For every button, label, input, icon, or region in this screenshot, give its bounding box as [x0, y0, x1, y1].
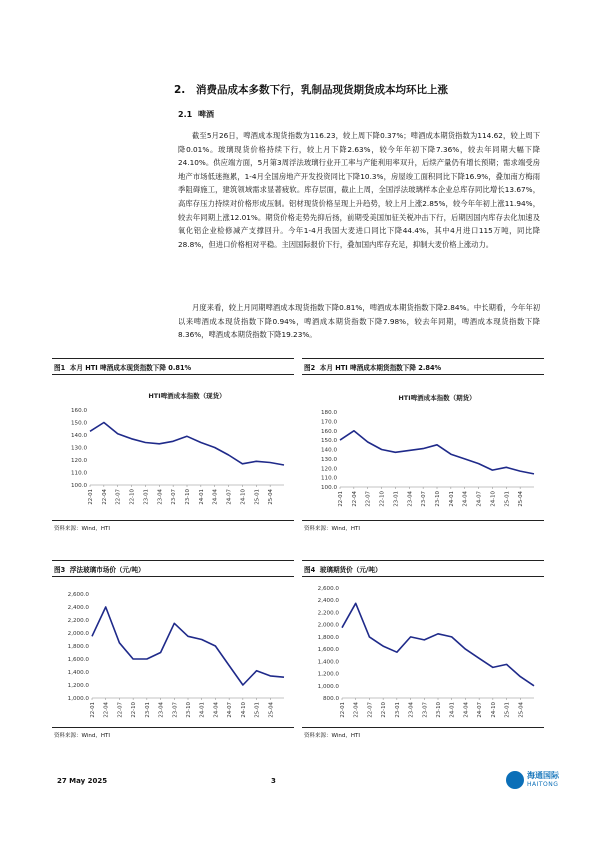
figure-1-top-rule [52, 358, 294, 359]
figure-2-label: 图2 [304, 364, 316, 372]
x-tick-label: 22-04 [101, 489, 108, 505]
x-tick-label: 22-10 [129, 489, 136, 505]
figure-3-chart [52, 580, 294, 725]
y-tick-label: 2,000.0 [317, 622, 339, 629]
x-tick-label: 22-07 [367, 702, 374, 718]
figure-3-source: 资料来源：Wind，HTI [54, 733, 110, 739]
y-tick-label: 120.0 [320, 466, 337, 473]
series-line [90, 423, 284, 466]
x-tick-label: 24-07 [226, 489, 233, 505]
chart-title: HTI啤酒成本指数（现货） [148, 392, 226, 400]
x-tick-label: 23-10 [186, 702, 192, 718]
y-tick-label: 140.0 [70, 433, 87, 439]
section-title [174, 82, 448, 97]
x-tick-label: 24-07 [476, 491, 483, 507]
figure-4-title-rule [302, 576, 544, 577]
x-tick-label: 24-01 [198, 489, 205, 505]
y-tick-label: 1,000.0 [317, 683, 339, 690]
x-tick-label: 22-01 [338, 491, 344, 507]
x-tick-label: 25-01 [504, 491, 511, 507]
figure-2-caption: 本月 HTI 啤酒成本期货指数下降 2.84% [319, 364, 442, 372]
subsection-title [178, 109, 214, 120]
y-tick-label: 1,600.0 [317, 647, 339, 654]
x-tick-label: 24-01 [449, 702, 456, 718]
y-tick-label: 180.0 [320, 410, 337, 416]
figure-4-caption: 玻璃期货价（元/吨） [319, 566, 382, 574]
subsection-title-text: 啤酒 [198, 110, 214, 119]
y-tick-label: 2,600.0 [317, 586, 339, 592]
x-tick-label: 22-01 [88, 489, 94, 505]
x-tick-label: 22-04 [353, 702, 360, 718]
y-tick-label: 1,400.0 [317, 659, 339, 666]
x-tick-label: 22-01 [340, 702, 346, 718]
x-tick-label: 22-10 [381, 702, 388, 718]
x-tick-label: 24-04 [212, 489, 219, 505]
x-tick-label: 23-01 [393, 491, 400, 507]
y-tick-label: 110.0 [70, 470, 87, 477]
x-tick-label: 24-10 [240, 702, 247, 718]
x-tick-label: 25-04 [518, 702, 525, 718]
x-tick-label: 22-10 [131, 702, 138, 718]
y-tick-label: 100.0 [320, 485, 337, 491]
x-tick-label: 25-04 [268, 702, 275, 718]
x-tick-label: 24-10 [240, 489, 247, 505]
y-tick-label: 2,000.0 [67, 631, 89, 637]
y-tick-label: 120.0 [70, 458, 87, 464]
figure-2-chart [302, 378, 544, 518]
figure-2-bottom-rule [302, 520, 544, 521]
x-tick-label: 22-07 [115, 489, 122, 505]
figure-2-top-rule [302, 358, 544, 359]
y-tick-label: 2,200.0 [67, 618, 89, 624]
subsection-number: 2.1 [178, 110, 193, 119]
y-tick-label: 2,600.0 [67, 592, 89, 598]
figure-4-source: 资料来源：Wind，HTI [304, 733, 360, 739]
figure-3-caption: 浮法玻璃市场价（元/吨） [69, 566, 145, 574]
series-line [340, 431, 534, 474]
x-tick-label: 24-07 [477, 702, 484, 718]
figure-3-title [54, 564, 145, 574]
x-tick-label: 24-07 [227, 702, 234, 718]
figure-4-title [304, 564, 382, 574]
y-tick-label: 110.0 [320, 475, 337, 482]
y-tick-label: 1,000.0 [67, 696, 89, 702]
chart-title: HTI啤酒成本指数（期货） [398, 394, 476, 402]
figure-3-title-rule [52, 576, 294, 577]
figure-1-title [54, 362, 191, 372]
y-tick-label: 1,400.0 [67, 670, 89, 676]
haitong-logo [506, 770, 562, 792]
x-tick-label: 25-04 [268, 489, 275, 505]
figure-4-chart [302, 580, 544, 725]
y-tick-label: 2,400.0 [317, 598, 339, 605]
page-number: 3 [271, 777, 276, 785]
x-tick-label: 25-04 [518, 491, 525, 507]
x-tick-label: 23-04 [158, 702, 165, 718]
x-tick-label: 25-01 [254, 489, 261, 505]
x-tick-label: 23-01 [144, 702, 151, 718]
x-tick-label: 23-10 [185, 489, 191, 505]
x-tick-label: 23-07 [422, 702, 429, 718]
x-tick-label: 25-01 [254, 702, 261, 718]
x-tick-label: 22-10 [379, 491, 386, 507]
x-tick-label: 22-07 [365, 491, 372, 507]
logo-text-cn: 海通国际 [527, 771, 559, 780]
x-tick-label: 24-10 [490, 702, 497, 718]
figure-4-label: 图4 [304, 566, 316, 574]
figure-1-label: 图1 [54, 364, 66, 372]
figure-1-bottom-rule [52, 520, 294, 521]
y-tick-label: 1,200.0 [67, 683, 89, 689]
y-tick-label: 1,800.0 [317, 634, 339, 641]
x-tick-label: 23-04 [157, 489, 164, 505]
y-tick-label: 1,800.0 [67, 644, 89, 650]
figure-1-chart [52, 378, 294, 518]
x-tick-label: 24-04 [463, 702, 470, 718]
figure-1-source: 资料来源：Wind，HTI [54, 526, 110, 532]
x-tick-label: 23-01 [394, 702, 401, 718]
x-tick-label: 23-04 [408, 702, 415, 718]
figure-2-title [304, 362, 441, 372]
y-tick-label: 170.0 [320, 419, 337, 426]
y-tick-label: 150.0 [320, 438, 337, 445]
y-tick-label: 1,600.0 [67, 657, 89, 663]
x-tick-label: 24-01 [199, 702, 206, 718]
x-tick-label: 24-04 [213, 702, 220, 718]
figure-2-source: 资料来源：Wind，HTI [304, 526, 360, 532]
y-tick-label: 160.0 [70, 408, 87, 414]
x-tick-label: 24-10 [490, 491, 497, 507]
x-tick-label: 23-07 [172, 702, 179, 718]
y-tick-label: 1,200.0 [317, 671, 339, 678]
x-tick-label: 23-04 [407, 491, 414, 507]
logo-mark-icon [506, 771, 524, 789]
x-tick-label: 23-01 [143, 489, 150, 505]
series-line [342, 603, 534, 686]
y-tick-label: 800.0 [322, 696, 339, 702]
footer-date: 27 May 2025 [57, 777, 108, 785]
figure-3-bottom-rule [52, 727, 294, 728]
y-tick-label: 140.0 [320, 447, 337, 454]
y-tick-label: 130.0 [70, 445, 87, 452]
section-number: 2. [174, 84, 186, 96]
x-tick-label: 22-04 [351, 491, 358, 507]
figure-2-title-rule [302, 374, 544, 375]
x-tick-label: 22-07 [117, 702, 124, 718]
y-tick-label: 160.0 [320, 428, 337, 435]
x-tick-label: 23-07 [171, 489, 178, 505]
figure-3-label: 图3 [54, 566, 66, 574]
x-tick-label: 25-01 [504, 702, 511, 718]
figure-1-caption: 本月 HTI 啤酒成本现货指数下降 0.81% [69, 364, 192, 372]
figure-3-top-rule [52, 560, 294, 561]
figure-4-top-rule [302, 560, 544, 561]
x-tick-label: 23-10 [435, 491, 441, 507]
x-tick-label: 22-01 [90, 702, 96, 718]
x-tick-label: 23-10 [436, 702, 442, 718]
y-tick-label: 130.0 [320, 456, 337, 463]
logo-text-en: HAITONG [527, 781, 559, 788]
y-tick-label: 2,200.0 [317, 610, 339, 617]
figure-1-title-rule [52, 374, 294, 375]
y-tick-label: 150.0 [70, 420, 87, 427]
x-tick-label: 22-04 [103, 702, 110, 718]
paragraph-2: 月度来看，较上月同期啤酒成本现货指数下降0.81%，啤酒成本期货指数下降2.84%。中长期看，今年年初以来啤酒成本现货指数下降0.94%，啤酒成本期货指数下降7.98%，较去年同期，啤酒成本现货指数下降8.36%，啤酒成本期货指数下降19.23%。 [178, 303, 540, 340]
series-line [92, 607, 284, 685]
section-title-text: 消费品成本多数下行，乳制品现货期货成本均环比上涨 [196, 84, 448, 96]
x-tick-label: 23-07 [421, 491, 428, 507]
figure-4-bottom-rule [302, 727, 544, 728]
x-tick-label: 24-04 [462, 491, 469, 507]
x-tick-label: 24-01 [448, 491, 455, 507]
y-tick-label: 100.0 [70, 483, 87, 489]
y-tick-label: 2,400.0 [67, 605, 89, 611]
paragraph-1: 截至5月26日，啤酒成本现货指数为116.23，较上周下降0.37%；啤酒成本期货指数为114.62，较上周下降0.01%。玻璃现货价格持续下行，较上月下降2.63%，较今年年初下降7.36%，较去年同期大幅下降24.10%。供应端方面，5月第3周浮法玻璃行业开工率与产能利用率双升，后续产量仍有增长预期；需求端受房地产市场低迷拖累，1-4月全国房地产开发投资同比下降10.3%，房屋竣工面积同比下降16.9%，叠加南方梅雨季阻碍施工，建筑领域需求显著疲软。库存层面，截止上周，全国浮法玻璃样本企业总库存同比增长13.67%，高库存压力持续对价格形成压制。铝材现货价格呈现上升趋势，较上月上涨2.85%，较今年年初上涨11.94%，较去年同期上涨12.01%。期货价格走势先抑后扬，前期受美国加征关税冲击下行，后期因国内库存去化加速及氧化铝企业检修减产支撑回升。今年1-4月我国大麦进口同比下降44.4%，其中4月进口115万吨，同比降28.8%，但进口价格相对平稳。主因国际报价下行，叠加国内库存充足，抑制大麦价格上涨动力。 [178, 131, 540, 249]
